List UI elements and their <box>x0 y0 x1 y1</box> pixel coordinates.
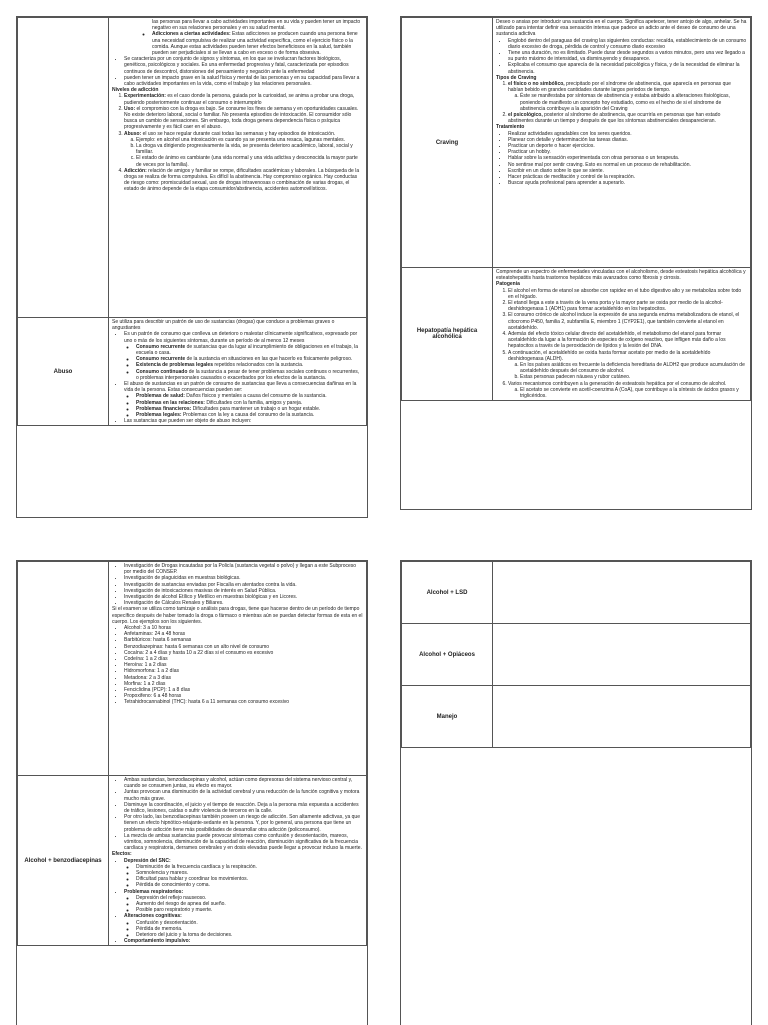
alcohol-lsd-cell <box>493 562 751 624</box>
abuso-cell <box>109 318 367 426</box>
abuso-intro: Se utiliza para describir un patrón de uso de sustancias (drogas) que conduce a problemas graves o angustiantes <box>112 319 335 332</box>
row-label-empty <box>18 18 109 318</box>
craving-intro: Deseo o ansias por introducir una sustancia en el cuerpo. Significa apetecer, tener antojo de algo, anhelar. Se ha utilizado para intentar definir esa sensación intensa que padece un adicto ante el deseo de consumo de una sustancia adictiva <box>496 19 747 38</box>
tratamiento-item: • Escribir en un diario sobre lo que se siente. <box>508 168 747 174</box>
tratamiento-item: • Realizar actividades agradables con los seres queridos. <box>508 131 747 137</box>
page2-left-sheet <box>16 560 368 1025</box>
craving-bullet: • Tiene una duración, no es ilimitado. Puede durar desde segundos a varios minutos, pero una vez llegado a su punto máximo de intensidad, va disminuyendo y desaparece. <box>508 50 747 62</box>
abuso-criterio: ◦ Consumo recurrente de sustancias que da lugar al incumplimiento de obligaciones en el trabajo, la escuela o casa. <box>136 344 363 356</box>
patogenia-item: 3. El consumo crónico de alcohol induce la expresión de una segunda enzima metabolizadora de etanol, el citocromo P450, familia 2, subfamilia E, miembro 1 (CYP2E1), que también convierte al etanol en acetaldehído. <box>508 312 747 331</box>
drug-time-item: • Anfetaminas: 24 a 48 horas <box>124 631 363 637</box>
efecto-item: ◦ Depresión del reflejo nauseoso. <box>136 895 363 901</box>
efecto-item: ◦ Deterioro del juicio y la toma de decisiones. <box>136 932 363 938</box>
benzodiacepinas-cell <box>109 776 367 946</box>
tratamiento-item: • Buscar ayuda profesional para aprender a superarlo. <box>508 180 747 186</box>
investigacion-item: • Investigación de plaguicidas en muestras biológicas. <box>124 575 363 581</box>
page1-right-sheet <box>400 16 752 510</box>
abuso-consecuencia: ◦ Problemas financieros: Dificultades para mantener un trabajo o un hogar estable. <box>136 406 363 412</box>
tratamiento-item: • No sentirse mal por sentir craving. Esto es normal en un proceso de rehabilitación. <box>508 162 747 168</box>
page2-right-table <box>401 561 751 748</box>
investigacion-item: • Investigación de Cálculos Renales y Biliares. <box>124 600 363 606</box>
row-label-empty <box>18 562 109 776</box>
patogenia-item: 4. Además del efecto tóxico celular directo del acetaldehído, el metabolismo del etanol para formar acetaldehído da lugar a la formación de especies de oxígeno reactivo, que infligen más daño a los hepatocitos a través de la peroxidación de lípidos y la lesión del DNA. <box>508 331 747 350</box>
hepatopatia-intro: Comprende un espectro de enfermedades vinculadas con el alcoholismo, desde esteatosis hepática alcohólica y esteatohepatitis hasta trastornos hepáticos más avanzados como fibrosis y cirrosis. <box>496 269 746 282</box>
investigacion-item: • Investigación de alcohol Etílico y Metílico en muestras biológicas y en Licores. <box>124 594 363 600</box>
patogenia-item: 5. A continuación, el acetaldehído se oxida hasta formar acetato por medio de la acetaldehído deshidrogenasa (ALDH). a. En los países asiáticos es frecuente la deficiencia hereditaria de ALDH2 que produce acumulación de acetaldehído después del consumo de alcohol. b. Estas personas padecen náusea y rubor cutáneo. <box>508 350 747 381</box>
drug-time-item: • Alcohol: 3 a 10 horas <box>124 625 363 631</box>
benzo-bullet: • La mezcla de ambas sustancias puede provocar síntomas como confusión y desorientación, mareos, vómitos, somnolencia, disminución de la capacidad de reacción, disminución significativa de la frecuencia cardíaca y respiratoria, derrames cerebrales y en dosis elevadas puede llegar a provocar incluso la muerte. <box>124 833 363 852</box>
alcohol-lsd-label: Alcohol + LSD <box>402 562 493 624</box>
page2-left-table <box>17 561 367 946</box>
patogenia-title: Patogenia <box>496 281 520 288</box>
drug-time-item: • Heroína: 1 a 2 días <box>124 662 363 668</box>
adiccion-bullet-2: • pueden tener un impacto grave en la salud física y mental de las personas y en su capacidad para llevar a cabo actividades importantes en la vida, como el trabajo y las relaciones personales. <box>124 75 363 87</box>
tratamiento-item: • Practicar un hobby. <box>508 149 747 155</box>
patogenia-sub: b. Estas personas padecen náusea y rubor cutáneo. <box>520 374 747 380</box>
efecto-item: ◦ Somnolencia y mareos. <box>136 870 363 876</box>
efecto-item: ◦ Dificultad para hablar y coordinar los movimientos. <box>136 876 363 882</box>
benzo-bullet: • Disminuye la coordinación, el juicio y el tiempo de reacción. Deja a la persona más expuesta a accidentes de tráfico, lesiones, caídas o sufrir violencia de terceros en la calle. <box>124 802 363 814</box>
niveles-title: Niveles de adicción <box>112 87 159 94</box>
page1-right-table <box>401 17 751 401</box>
efecto-item: ◦ Confusión y desorientación. <box>136 920 363 926</box>
drug-time-item: • Metadona: 2 a 3 días <box>124 675 363 681</box>
examen-text: Si el examen se utiliza como tamizaje o análisis para drogas, tiene que hacerse dentro de un período de tiempo específico después de haber tomado la droga o fármaco o mientras aún se puedan detectar formas de esta en el cuerpo. Los ejemplos son los siguientes. <box>112 606 363 625</box>
benzo-bullet: • Juntas provocan una disminución de la actividad cerebral y una reducción de la función cognitiva y motora mucho más grave. <box>124 789 363 801</box>
hepatopatia-cell <box>493 268 751 401</box>
efecto-group: • Depresión del SNC: ◦ Disminución de la frecuencia cardíaca y la respiración. ◦ Somnolencia y mareos. ◦ Dificultad para hablar y coordinar los movimientos. ◦ Pérdida de conocimiento y coma. <box>124 858 363 889</box>
drug-time-item: • Fenciclidina (PCP): 1 a 8 días <box>124 687 363 693</box>
abuso-criterio: ◦ Existencia de problemas legales repetidos relacionados con la sustancia. <box>136 362 363 368</box>
efecto-item: ◦ Aumento del riesgo de apnea del sueño. <box>136 901 363 907</box>
drug-time-item: • Propoxifeno: 6 a 48 horas <box>124 693 363 699</box>
tipo-fisico: 1. el físico o no simbólico, precipitado por el síndrome de abstinencia, que aparecía en personas que habían bebido en grandes cantidades durante largos periodos de tiempo. a. Éste se manifestaba por síntomas de abstinencia y estaba atribuido a alteraciones fisiológicas, poniendo de manifiesto un concepto hoy estudiado, como es el hecho de si el síndrome de abstinencia contribuye a la aparición del Craving <box>508 81 747 112</box>
nivel-adiccion: 4. Adicción: relación de amigos y familiar se rompe, dificultades académicas y laborales. La búsqueda de la droga se realiza de forma compulsiva. Es difícil la abstinencia. Hay compromiso orgánico. Hay conductas de riesgo como: promiscuidad sexual, uso de drogas intravenosas o combinación de varias drogas, el estado de ánimo depende de la etapa consumidor/abstinencia, accidentes automovilísticos. <box>124 168 363 193</box>
efecto-item: ◦ Posible paro respiratorio y muerte. <box>136 907 363 913</box>
investigacion-item: • Investigación de sustancias enviadas por Fiscalía en atentados contra la vida. <box>124 582 363 588</box>
abuso-criterio: ◦ Consumo recurrente de la sustancia en situaciones en las que hacerlo es físicamente peligroso. <box>136 356 363 362</box>
abuso-label: Abuso <box>18 318 109 426</box>
efecto-group: • Problemas respiratorios: ◦ Depresión del reflejo nauseoso. ◦ Aumento del riesgo de apnea del sueño. ◦ Posible paro respiratorio y muerte. <box>124 889 363 914</box>
patogenia-sub: a. El acetato se convierte en acetil-coenzima A (CoA), que contribuye a la síntesis de ácidos grasos y triglicéridos. <box>520 387 747 399</box>
efecto-item: ◦ Pérdida de conocimiento y coma. <box>136 882 363 888</box>
hepatopatia-label: Hepatopatía hepática alcohólica <box>402 268 493 401</box>
page1-left-sheet <box>16 16 368 518</box>
craving-bullet: • Englobó dentro del paraguas del craving las siguientes conductas: recaída, establecimiento de un consumo diario excesivo de droga, pérdida de control y consumo diario excesivo <box>508 38 747 50</box>
investigacion-item: • Investigación de Drogas incautadas por la Policía (sustancia vegetal o polvo) y llegan a este Subproceso por medio del CONSEP. <box>124 563 363 575</box>
tratamiento-item: • Hacer prácticas de meditación y control de la respiración. <box>508 174 747 180</box>
efecto-group: • Comportamiento impulsivo: <box>124 938 363 944</box>
abuso-sub-b: b. La droga va dirigiendo progresivamente la vida, se presenta deterioro académico, laboral, social y familiar. <box>136 143 363 155</box>
drug-time-item: • Hidromorfona: 1 a 2 días <box>124 668 363 674</box>
drug-time-item: • Morfina: 1 a 2 días <box>124 681 363 687</box>
adiccion-cell <box>109 18 367 318</box>
adiccion-bullet-1: • Se caracteriza por un conjunto de signos y síntomas, en los que se involucran factores biológicos, genéticos, psicológicos y sociales. Es una enfermedad progresiva y fatal, caracterizada por episodios continuos de descontrol, distorsiones del pensamiento y negación ante la enfermedad <box>124 56 363 75</box>
tratamiento-item: • Hablar sobre la sensación experimentada con otras personas o un terapeuta. <box>508 155 747 161</box>
tipo-fisico-sub: a. Éste se manifestaba por síntomas de abstinencia y estaba atribuido a alteraciones fisiológicas, poniendo de manifiesto un concepto hoy estudiado, como es el hecho de si el síndrome de abstinencia contribuye a la aparición del Craving <box>520 93 747 112</box>
adicciones-actividades: ◦ Adicciones a ciertas actividades: Estas adicciones se producen cuando una persona tiene una necesidad compulsiva de realizar una actividad específica, como el ejercicio físico o la comida. Aunque estas actividades pueden tener efectos beneficiosos en la salud, también pueden ser perjudiciales si se llevan a cabo en exceso o de forma obsesiva. <box>152 31 363 56</box>
manejo-label: Manejo <box>402 686 493 748</box>
investigacion-item: • Investigación de intoxicaciones masivas de interés en Salud Pública. <box>124 588 363 594</box>
abuso-bullet-2: • El abuso de sustancias es un patrón de consumo de sustancias que lleva a consecuencias dañinas en la vida de la persona. Estas consecuencias pueden ser: ◦ Problemas de salud: Daños físicos y mentales a causa del consumo de la sustancia. ◦ Problemas en las relaciones: Dificultades con la familia, amigos y pareja. ◦ Problemas financieros: Dificultades para mantener un trabajo o un hogar estable. ◦ Problemas legales: Problemas con la ley a causa del consumo de la sustancia. <box>124 381 363 418</box>
benzo-bullet: • Por otro lado, las benzodiacepinas también poseen un riesgo de adicción. Son altamente adictivas, ya que tienen un efecto hipnótico-relajante-sedante en la persona. Y, por lo general, una persona que tiene un problema de adicción tiene más posibilidades de desarrollar otra adicción (policonsumo). <box>124 814 363 833</box>
drug-time-item: • Benzodiazepinas: hasta 6 semanas con un alto nivel de consumo <box>124 644 363 650</box>
tratamiento-item: • Planear con detalle y determinación las tareas diarias. <box>508 137 747 143</box>
drug-time-item: • Tetrahidrocannabinol (THC): hasta 6 a 11 semanas con consumo excesivo <box>124 699 363 705</box>
benzodiacepinas-label: Alcohol + benzodiacepinas <box>18 776 109 946</box>
abuso-sub-a: a. Ejemplo: en alcohol una intoxicación es cuando ya se presenta una resaca, lagunas mentales. <box>136 137 363 143</box>
craving-label: Craving <box>402 18 493 268</box>
abuso-consecuencia: ◦ Problemas legales: Problemas con la ley a causa del consumo de la sustancia. <box>136 412 363 418</box>
examen-cell <box>109 562 367 776</box>
abuso-bullet-1: • Es un patrón de consumo que conlleva un deterioro o malestar clínicamente significativos, expresado por uno o más de los siguientes síntomas, durante un período de al menos 12 meses ◦ Consumo recurrente de sustancias que da lugar al incumplimiento de obligaciones en el trabajo, la escuela o casa. ◦ Consumo recurrente de la sustancia en situaciones en las que hacerlo es físicamente peligroso. ◦ Existencia de problemas legales repetidos relacionados con la sustancia. ◦ Consumo continuado de la sustancia a pesar de tener problemas sociales continuos o recurrentes, o problemas interpersonales causados o exacerbados por los efectos de la sustancia. <box>124 331 363 381</box>
nivel-uso: 2. Uso: el compromiso con la droga es bajo. Se consume los fines de semana y en oportunidades casuales. No existe deterioro laboral, social o familiar. No presenta episodios de intoxicación. El consumidor sólo busca un cambio de sensaciones. Sin embargo, toda droga genera dependencia física o psíquica progresivamente y es fácil caer en el abuso. <box>124 106 363 131</box>
craving-bullet: • Explicaba el consumo que aparecía de la necesidad psicológica y física, y de la necesidad de eliminar la abstinencia. <box>508 62 747 74</box>
patogenia-item: 2. El etanol llega a este a través de la vena porta y la mayor parte se oxida por medio de la alcohol-deshidrogenasa 1 (ADH1) para formar acetaldehído en los hepatocitos. <box>508 300 747 312</box>
patogenia-item: 6. Varios mecanismos contribuyen a la generación de esteatosis hepática por el consumo de alcohol. a. El acetato se convierte en acetil-coenzima A (CoA), que contribuye a la síntesis de ácidos grasos y triglicéridos. <box>508 381 747 400</box>
drug-time-item: • Barbitúricos: hasta 6 semanas <box>124 637 363 643</box>
patogenia-sub: a. En los países asiáticos es frecuente la deficiencia hereditaria de ALDH2 que produce acumulación de acetaldehído después del consumo de alcohol. <box>520 362 747 374</box>
tipos-title: Tipos de Craving <box>496 74 537 81</box>
page1-left-table <box>17 17 367 426</box>
page2-right-sheet <box>400 560 752 1025</box>
abuso-consecuencia: ◦ Problemas en las relaciones: Dificultades con la familia, amigos y pareja. <box>136 400 363 406</box>
nivel-experimentacion: 1. Experimentación: es el caso donde la persona, guiada por la curiosidad, se anima a probar una droga, pudiendo posteriormente continuar el consumo o interrumpirlo <box>124 93 363 105</box>
abuso-consecuencia: ◦ Problemas de salud: Daños físicos y mentales a causa del consumo de la sustancia. <box>136 393 363 399</box>
manejo-cell <box>493 686 751 748</box>
efecto-item: ◦ Pérdida de memoria. <box>136 926 363 932</box>
tipo-psicologico: 2. el psicológico, posterior al síndrome de abstinencia, que ocurriría en personas que han estado abstinentes durante un tiempo y después de que los síntomas abstinenciales desaparecieran. <box>508 112 747 124</box>
continuation-text: las personas para llevar a cabo actividades importantes en su vida y pueden tener un impacto negativo en sus relaciones personales y en su salud mental. <box>152 19 361 32</box>
benzo-bullet: • Ambas sustancias, benzodiacepinas y alcohol, actúan como depresoras del sistema nervioso central y, cuando se consumen juntas, su efecto es mayor. <box>124 777 363 789</box>
abuso-criterio: ◦ Consumo continuado de la sustancia a pesar de tener problemas sociales continuos o recurrentes, o problemas interpersonales causados o exacerbados por los efectos de la sustancia. <box>136 369 363 381</box>
efecto-item: ◦ Disminución de la frecuencia cardíaca y la respiración. <box>136 864 363 870</box>
tratamiento-title: Tratamiento <box>496 124 525 131</box>
efecto-group: • Alteraciones cognitivas: ◦ Confusión y desorientación. ◦ Pérdida de memoria. ◦ Deterioro del juicio y la toma de decisiones. <box>124 913 363 938</box>
alcohol-opiaceos-cell <box>493 624 751 686</box>
efectos-title: Efectos: <box>112 851 132 858</box>
abuso-sub-c: c. El estado de ánimo es cambiante (una vida normal y una vida adictiva y desconocida la mayor parte de veces por la familia). <box>136 155 363 167</box>
tratamiento-item: • Practicar un deporte o hacer ejercicios. <box>508 143 747 149</box>
drug-time-item: • Cocaína: 2 a 4 días y hasta 10 a 22 días si el consumo es excesivo <box>124 650 363 656</box>
alcohol-opiaceos-label: Alcohol + Opiáceos <box>402 624 493 686</box>
abuso-bullet-3: • Las sustancias que pueden ser objeto de abuso incluyen: <box>124 418 363 424</box>
nivel-abuso: 3. Abuso: el uso se hace regular durante casi todas las semanas y hay episodios de intoxicación. a. Ejemplo: en alcohol una intoxicación es cuando ya se presenta una resaca, lagunas mentales. b. La droga va dirigiendo progresivamente la vida, se presenta deterioro académico, laboral, social y familiar. c. El estado de ánimo es cambiante (una vida normal y una vida adictiva y desconocida la mayor parte de veces por la familia). <box>124 131 363 168</box>
drug-time-item: • Codeína: 1 a 2 días <box>124 656 363 662</box>
craving-cell <box>493 18 751 268</box>
patogenia-item: 1. El alcohol en forma de etanol se absorbe con rapidez en el tubo digestivo alto y se metaboliza sobre todo en el hígado. <box>508 288 747 300</box>
